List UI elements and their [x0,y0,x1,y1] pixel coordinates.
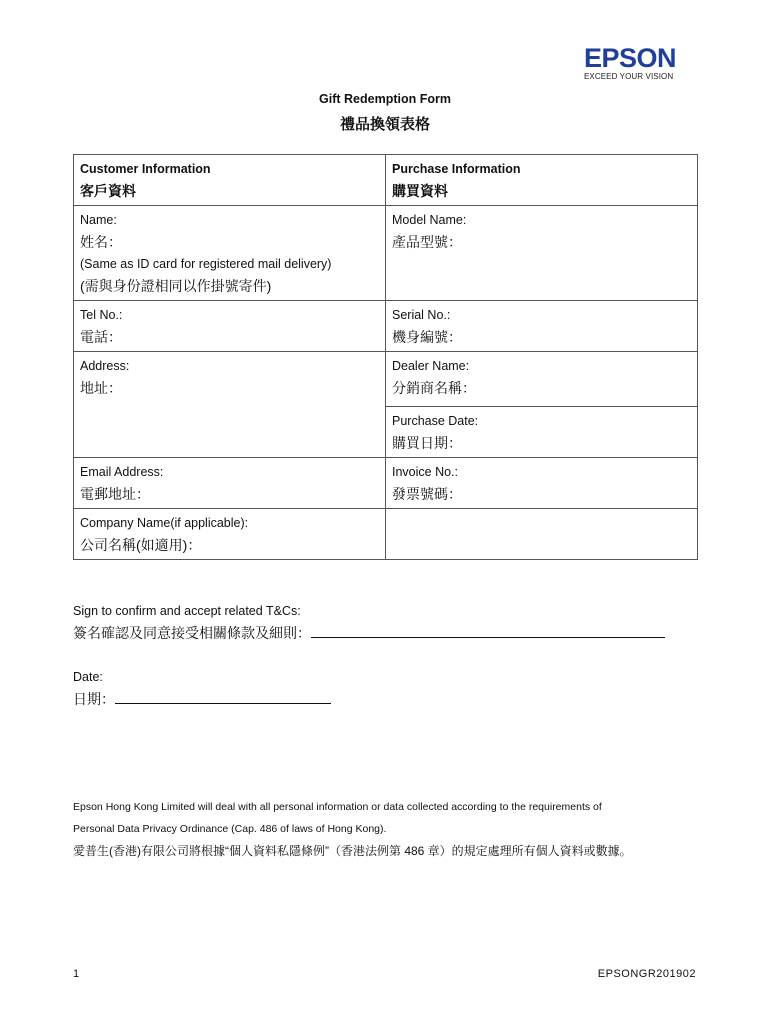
signature-line[interactable] [311,625,665,638]
invoice-label-en: Invoice No.: [392,465,459,479]
serial-field[interactable] [386,301,698,352]
page-number: 1 [73,968,80,980]
dealer-label-en: Dealer Name: [392,359,470,373]
redemption-table [73,154,698,560]
name-row [74,206,698,301]
tel-label-zh: 電話： [80,329,122,345]
form-title-en: Gift Redemption Form [319,92,451,106]
customer-header-zh: 客戶資料 [80,183,136,199]
sign-line-row [73,622,665,644]
company-row [74,509,698,560]
invoice-field[interactable] [386,458,698,509]
invoice-label-zh: 發票號碼： [392,486,462,502]
serial-label-en: Serial No.: [392,308,451,322]
address-field[interactable] [74,352,386,458]
date-line-row [73,688,665,710]
date-line[interactable] [115,691,331,704]
tel-row [74,301,698,352]
purchase-date-field[interactable] [386,407,698,458]
dealer-label-zh: 分銷商名稱： [392,380,476,396]
address-label-zh: 地址： [80,380,122,396]
name-label-en: Name: [80,213,117,227]
model-name-field[interactable] [386,206,698,301]
purchase-info-header [386,155,698,206]
privacy-notice [73,796,713,862]
name-field[interactable] [74,206,386,301]
date-label-en: Date: [73,670,103,684]
name-note-en: (Same as ID card for registered mail delivery) [80,257,332,271]
notice-line-zh: 愛普生(香港)有限公司將根據“個人資料私隱條例”（香港法例第 486 章）的規定處理所有個人資料或數據。 [73,844,632,858]
purchase-date-label-zh: 購買日期： [392,435,462,451]
customer-info-header [74,155,386,206]
company-label-en: Company Name(if applicable): [80,516,249,530]
notice-line-1: Epson Hong Kong Limited will deal with all personal information or data collected according to the requirements of [73,801,602,813]
purchase-header-en: Purchase Information [392,162,521,176]
address-row [74,352,698,407]
epson-logo [584,44,688,81]
email-label-zh: 電郵地址： [80,486,150,502]
logo-tagline: EXCEED YOUR VISION [584,72,674,81]
company-label-zh: 公司名稱(如適用)： [80,537,202,553]
form-title-zh: 禮品換領表格 [339,116,430,133]
purchase-header-zh: 購買資料 [392,183,448,199]
name-note-zh: (需與身份證相同以作掛號寄件) [80,278,272,294]
customer-header-en: Customer Information [80,162,211,176]
date-label-zh: 日期： [73,691,115,707]
document-code: EPSONGR201902 [597,968,696,980]
serial-label-zh: 機身編號： [392,329,462,345]
name-label-zh: 姓名： [80,234,122,250]
logo-brand: EPSON [584,43,677,73]
header-row [74,155,698,206]
tel-field[interactable] [74,301,386,352]
model-label-zh: 產品型號： [392,234,462,250]
model-label-en: Model Name: [392,213,467,227]
company-field[interactable] [74,509,386,560]
purchase-date-label-en: Purchase Date: [392,414,479,428]
email-field[interactable] [74,458,386,509]
empty-cell [386,509,698,560]
signature-section [73,600,665,710]
sign-label-zh: 簽名確認及同意接受相關條款及細則： [73,625,311,641]
address-label-en: Address: [80,359,130,373]
dealer-field[interactable] [386,352,698,407]
tel-label-en: Tel No.: [80,308,123,322]
email-label-en: Email Address: [80,465,164,479]
email-row [74,458,698,509]
sign-label-en: Sign to confirm and accept related T&Cs: [73,604,301,618]
notice-line-2: Personal Data Privacy Ordinance (Cap. 486 of laws of Hong Kong). [73,823,387,835]
